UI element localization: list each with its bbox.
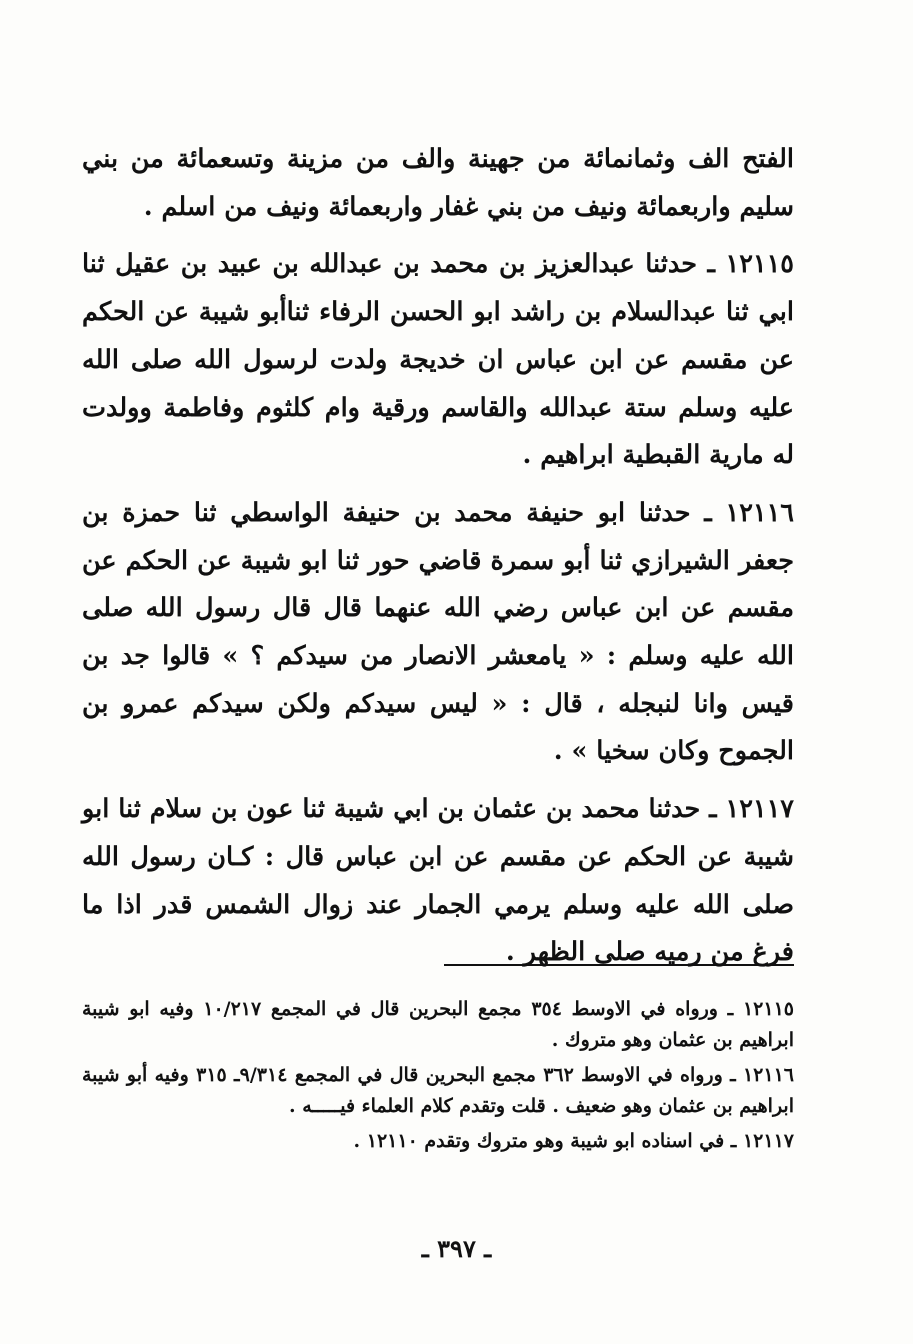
hadith-12116 [82,490,794,776]
hadith-number: ١٢١١٥ [725,249,794,280]
hadith-12115 [82,241,794,480]
footnote-12115: ١٢١١٥ ـ ورواه في الاوسط ٣٥٤ مجمع البحرين قال في المجمع ١٠/٢١٧ وفيه ابو شيبة ابراهيم بن عثمان وهو متروك . [82,998,794,1051]
footnote-12116: ١٢١١٦ ـ ورواه في الاوسط ٣٦٢ مجمع البحرين قال في المجمع ٩/٣١٤ـ ٣١٥ وفيه أبو شيبة ابراهيم بن عثمان وهو ضعيف . قلت وتقدم كلام العلماء فيـــــه . [82,1064,794,1117]
footnote-12117: ١٢١١٧ ـ في اسناده ابو شيبة وهو متروك وتقدم ١٢١١٠ . [353,1130,794,1152]
hadith-number: ١٢١١٦ [725,497,794,528]
paragraph-text: الفتح الف وثمانمائة من جهينة والف من مزينة وتسعمائة من بني سليم واربعمائة ونيف من بني غفار واربعمائة ونيف من اسلم . [82,144,794,222]
footnotes [82,994,794,1161]
hadith-12117 [82,786,794,977]
page-number: ـ ٣٩٧ ـ [421,1234,492,1263]
paragraph-text: ـ حدثنا عبدالعزيز بن محمد بن عبدالله بن عبيد بن عقيل ثنا ابي ثنا عبدالسلام بن راشد ابو الحسن الرفاء ثناأبو شيبة عن الحكم عن مقسم عن ابن عباس ان خديجة ولدت لرسول الله صلى الله عليه وسلم ستة عبدالله والقاسم ورقية وام كلثوم وفاطمة وولدت له مارية القبطية ابراهيم . [82,249,794,471]
paragraph-text: ـ حدثنا محمد بن عثمان بن ابي شيبة ثنا عون بن سلام ثنا ابو شيبة عن الحكم عن مقسم عن ابن عباس قال : كـان رسول الله صلى الله عليه وسلم يرمي الجمار عند زوال الشمس قدر اذا ما فرغ من رميه صلى الظهر . [82,794,794,968]
footnote-divider [444,964,794,966]
hadith-number: ١٢١١٧ [725,794,794,825]
paragraph-continuation [82,136,794,231]
main-text [82,136,794,987]
paragraph-text: ـ حدثنا ابو حنيفة محمد بن حنيفة الواسطي ثنا حمزة بن جعفر الشيرازي ثنا أبو سمرة قاضي حور ثنا ابو شيبة عن الحكم عن مقسم عن ابن عباس رضي الله عنهما قال قال رسول الله صلى الله عليه وسلم : « يامعشر الانصار من سيدكم ؟ » قالوا جد بن قيس وانا لنبجله ، قال : « ليس سيدكم ولكن سيدكم عمرو بن الجموح وكان سخيا » . [82,497,794,767]
